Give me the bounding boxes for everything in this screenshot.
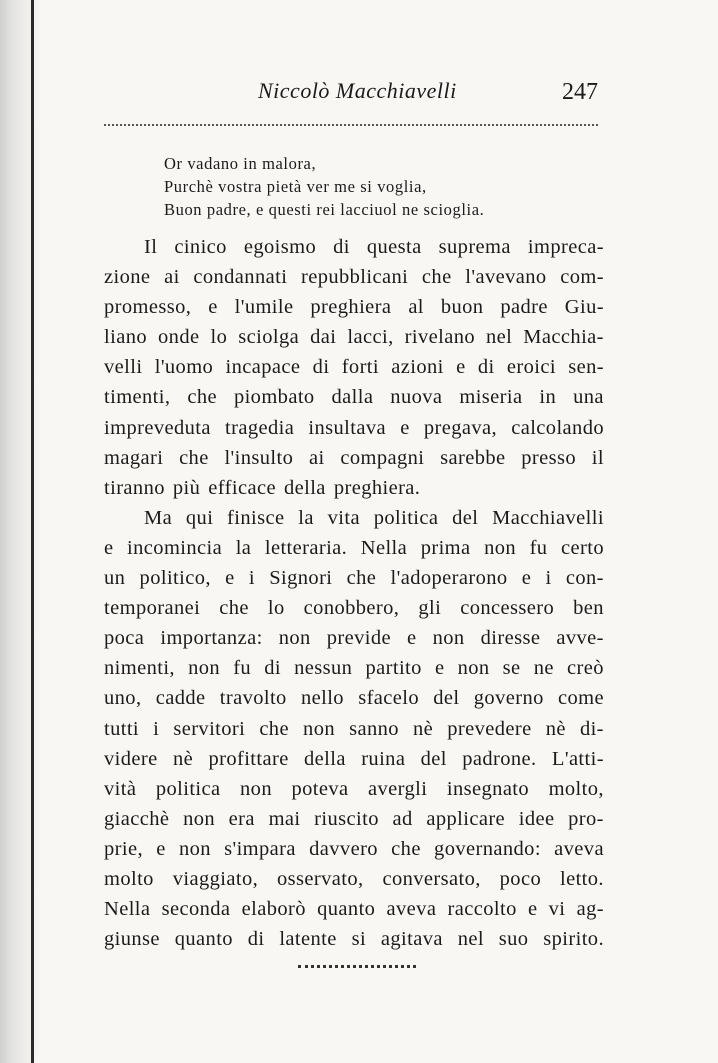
verse-quotation xyxy=(164,152,484,221)
text-line: prie, e non s'impara davvero che governando: aveva xyxy=(104,837,604,860)
text-line: un politico, e i Signori che l'adoperarono e i con- xyxy=(104,567,604,590)
text-line: e incomincia la letteraria. Nella prima non fu certo xyxy=(104,536,604,559)
page-header xyxy=(100,78,610,114)
text-line: magari che l'insulto ai compagni sarebbe presso il xyxy=(104,446,604,469)
running-title: Niccolò Macchiavelli xyxy=(258,78,457,103)
text-line: liano onde lo sciolga dai lacci, rivelano nel Macchia- xyxy=(104,326,604,349)
text-line: uno, cadde travolto nello sfacelo del governo come xyxy=(104,687,604,710)
text-line: tutti i servitori che non sanno nè prevedere nè di- xyxy=(104,717,604,740)
text-line: tiranno più efficace della preghiera. xyxy=(104,476,421,499)
body-paragraphs xyxy=(104,232,604,954)
text-line: poca importanza: non previde e non diresse avve- xyxy=(104,627,604,650)
text-line: molto viaggiato, osservato, conversato, poco letto. xyxy=(104,867,604,890)
header-dotted-rule xyxy=(104,124,598,126)
text-line: velli l'uomo incapace di forti azioni e di eroici sen- xyxy=(104,356,604,379)
binding-edge xyxy=(31,0,34,1063)
verse-line: Purchè vostra pietà ver me si voglia, xyxy=(164,177,427,196)
verse-line: Or vadano in malora, xyxy=(164,154,317,173)
text-line: temporanei che lo conobbero, gli concessero ben xyxy=(104,597,604,620)
end-dotted-rule xyxy=(298,965,416,968)
text-line: zione ai condannati repubblicani che l'avevano com- xyxy=(104,266,604,289)
text-line: giacchè non era mai riuscito ad applicare idee pro- xyxy=(104,807,604,830)
page-number: 247 xyxy=(562,79,598,105)
text-line: videre nè profittare della ruina del padrone. L'atti- xyxy=(104,747,604,770)
text-line: nimenti, non fu di nessun partito e non se ne creò xyxy=(104,657,604,680)
text-line: timenti, che piombato dalla nuova miseria in una xyxy=(104,386,604,409)
text-line: Ma qui finisce la vita politica del Macchiavelli xyxy=(144,506,604,529)
text-line: Il cinico egoismo di questa suprema impreca- xyxy=(144,236,604,258)
verse-line: Buon padre, e questi rei lacciuol ne scioglia. xyxy=(164,200,485,219)
text-line: promesso, e l'umile preghiera al buon padre Giu- xyxy=(104,296,604,319)
text-line: impreveduta tragedia insultava e pregava, calcolando xyxy=(104,416,604,439)
text-line: giunse quanto di latente si agitava nel suo spirito. xyxy=(104,928,604,951)
text-line: vità politica non poteva avergli insegnato molto, xyxy=(104,777,604,800)
text-line: Nella seconda elaborò quanto aveva raccolto e vi ag- xyxy=(104,898,604,921)
